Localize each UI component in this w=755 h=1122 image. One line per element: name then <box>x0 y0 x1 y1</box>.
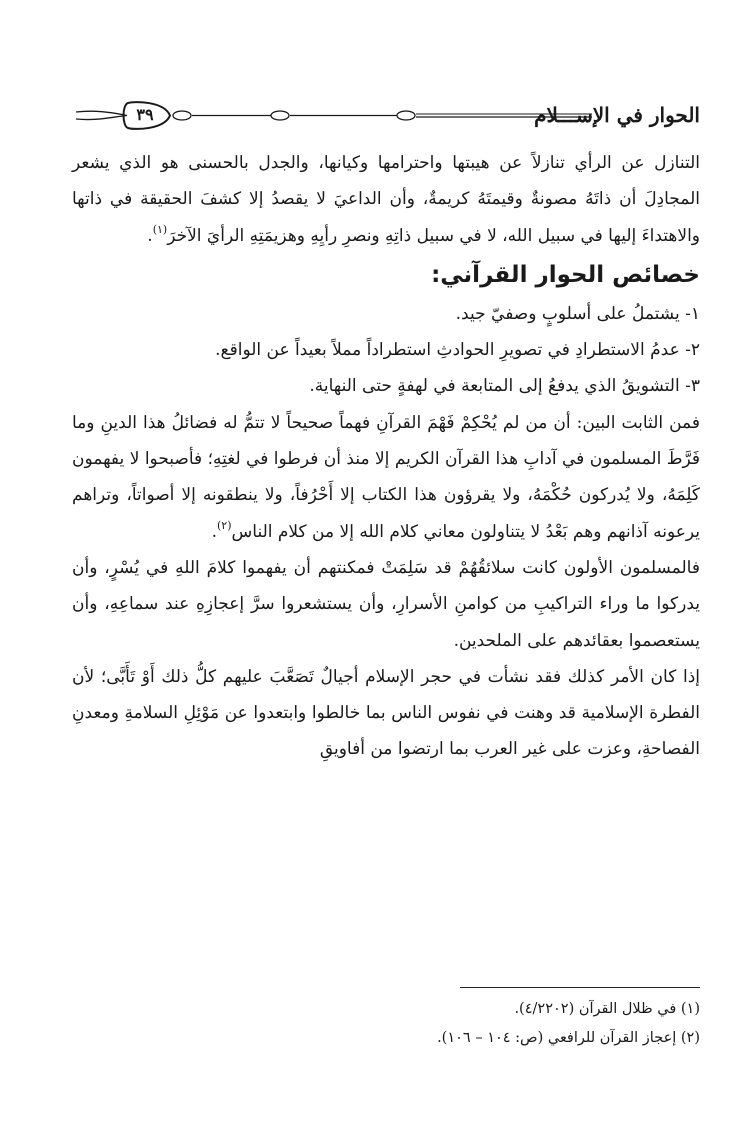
list-item: ٢- عدمُ الاستطرادِ في تصويرِ الحوادثِ استطراداً مملاً بعيداً عن الواقع. <box>215 340 700 361</box>
list-item: ١- يشتملُ على أسلوبٍ وصفيّ جيد. <box>455 303 700 324</box>
paragraph: إذا كان الأمر كذلك فقد نشأت في حجر الإسلام أجيالٌ تَصَعَّبَ عليهم كلُّ ذلك أَوْ تَأَبَّى؛ لأن الفطرة الإسلامية قد وهنت في نفوس الناس بما خالطوا وابتعدوا عن مَوْئِلِ السلامةِ ومعدنِ الفصاحةِ، وعزت على غير العرب بما ارتضوا من أفاويقِ <box>72 666 700 760</box>
footnote-marker: (٢) <box>217 518 232 532</box>
footnotes <box>72 995 700 1053</box>
header-ornament <box>72 95 530 135</box>
running-title: الحوار في الإســـلام <box>534 103 700 127</box>
footnote: (١) في ظلال القرآن (٤/٢٢٠٢). <box>514 1001 700 1017</box>
footnote-marker: (١) <box>152 222 168 236</box>
footnote: (٢) إعجاز القرآن للرافعي (ص: ١٠٤ – ١٠٦). <box>437 1030 700 1046</box>
page-header <box>72 95 700 135</box>
list-item: ٣- التشويقُ الذي يدفعُ إلى المتابعة في لهفةٍ حتى النهاية. <box>309 376 700 397</box>
paragraph <box>72 405 700 550</box>
book-page <box>72 95 700 1095</box>
paragraph-text: فمن الثابت البين: أن من لم يُحْكِمْ فَهْمَ القرآنِ فهماً صحيحاً لا تتمُّ له فضائلُ هذا الدينِ وما فَرَّطَ المسلمون في آدابِ هذا القرآن الكريم إلا منذ أن فرطوا في لغتِهِ؛ فأصبحوا لا يفهمون كَلِمَهُ، ولا يُدركون حُكْمَهُ، ولا يقرؤون هذا الكتاب إلا أَحْرُفاً، ولا ينطقونه إلا أصواتاً، وتراهم يرعونه آذانهم وهم بَعْدُ لا يتناولون معاني كلام الله إلا من كلام الناس <box>72 412 700 542</box>
section-heading: خصائص الحوار القرآني: <box>431 261 700 288</box>
page-body <box>72 145 700 768</box>
footnote-divider <box>460 987 700 988</box>
paragraph-text: التنازل عن الرأي تنازلاً عن هيبتها واحترامها وكيانها، والجدل بالحسنى هو الذي يشعر المجادِلَ أن ذاتَهُ مصونةٌ وقيمتَهُ كريمةٌ، وأن الداعيَ لا يقصدُ إلا كشفَ الحقيقة في ذاتها والاهتداءَ إليها في سبيل الله، لا في سبيل ذاتِهِ ونصرِ رأيِهِ وهزيمَتِهِ الرأيَ الآخرَ <box>72 153 700 246</box>
paragraph-end: . <box>211 521 217 542</box>
page-number: ٣٩ <box>136 104 154 124</box>
paragraph <box>72 145 700 254</box>
paragraph-end: . <box>147 225 153 246</box>
paragraph: فالمسلمون الأولون كانت سلائقُهُمْ قد سَلِمَتْ فمكنتهم أن يفهموا كلامَ اللهِ في يُسْرٍ، وأن يدركوا ما وراء التراكيبِ من كوامنِ الأسرارِ، وأن يستشعروا سرَّ إعجازِهِ عند سماعِهِ، وأن يستعصموا بعقائدهم على الملحدين. <box>72 557 700 651</box>
